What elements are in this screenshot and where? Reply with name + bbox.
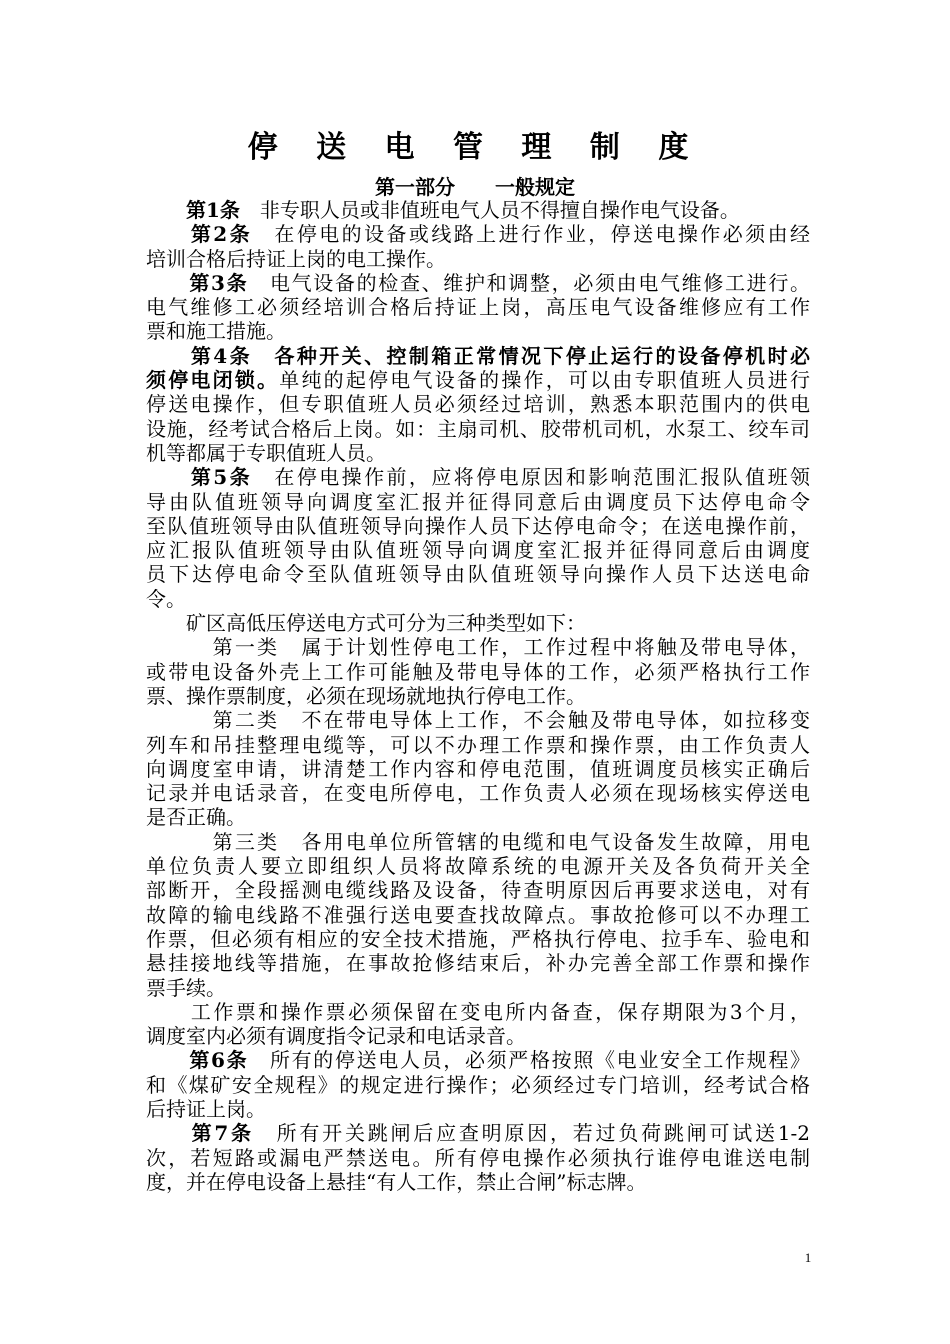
text-line — [146, 1073, 810, 1097]
line-text: 记录并电话录音，在变电所停电，工作负责人必须在现场核实停送电 — [146, 781, 810, 806]
text-line — [146, 611, 810, 635]
line-text: 停送电操作，但专职值班人员必须经过培训，熟悉本职范围内的供电 — [146, 392, 810, 417]
text-line — [146, 295, 810, 319]
text-line — [146, 1146, 810, 1170]
text-line — [146, 344, 810, 368]
line-text: 部断开，全段摇测电缆线路及设备，待查明原因后再要求送电，对有 — [146, 878, 810, 903]
document-body — [146, 198, 810, 1194]
text-line — [146, 951, 810, 975]
line-text: 单位负责人要立即组织人员将故障系统的电源开关及各负荷开关全 — [146, 854, 810, 879]
line-text: 列车和吊挂整理电缆等，可以不办理工作票和操作票，由工作负责人 — [146, 732, 810, 757]
line-text: 工作票和操作票必须保留在变电所内备查，保存期限为3个月， — [146, 999, 810, 1024]
text-line — [146, 733, 810, 757]
line-text: 令。 — [146, 586, 186, 611]
indent — [146, 1048, 189, 1072]
line-text: 向调度室申请，讲清楚工作内容和停电范围，值班调度员核实正确后 — [146, 756, 810, 781]
text-line — [146, 1024, 810, 1048]
text-line — [146, 271, 810, 295]
line-text: 矿区高低压停送电方式可分为三种类型如下： — [146, 611, 586, 636]
line-text: 所有开关跳闸后应查明原因，若过负荷跳闸可试送1-2 — [253, 1121, 810, 1146]
text-line — [146, 1048, 810, 1072]
indent — [146, 465, 191, 489]
line-text: 培训合格后持证上岗的电工操作。 — [146, 246, 446, 271]
text-line — [146, 927, 810, 951]
indent — [146, 344, 191, 368]
article-number: 第3条 — [189, 270, 249, 295]
line-text: 在停电的设备或线路上进行作业，停送电操作必须由经 — [252, 222, 811, 247]
text-line — [146, 562, 810, 586]
line-text: 故障的输电线路不准强行送电要查找故障点。事故抢修可以不办理工 — [146, 902, 810, 927]
text-line — [146, 684, 810, 708]
line-text: 票和施工措施。 — [146, 319, 286, 344]
line-text: 电气维修工必须经培训合格后持证上岗，高压电气设备维修应有工作 — [146, 295, 810, 320]
text-line — [146, 392, 810, 416]
text-line — [146, 538, 810, 562]
line-text: 是否正确。 — [146, 805, 246, 830]
article-number: 第1条 — [186, 198, 240, 222]
text-line — [146, 1170, 810, 1194]
line-text: 所有的停送电人员，必须严格按照《电业安全工作规程》 — [248, 1048, 811, 1073]
text-line — [146, 198, 810, 222]
indent — [146, 271, 189, 295]
line-text: 悬挂接地线等措施，在事故抢修结束后，补办完善全部工作票和操作 — [146, 951, 810, 976]
line-text: 和《煤矿安全规程》的规定进行操作；必须经过专门培训，经考试合格 — [146, 1072, 810, 1097]
text-line — [146, 319, 810, 343]
text-line — [146, 878, 810, 902]
line-text: 次，若短路或漏电严禁送电。所有停电操作必须执行谁停电谁送电制 — [146, 1145, 810, 1170]
indent — [146, 198, 186, 222]
text-line — [146, 465, 810, 489]
line-text: 机等都属于专职值班人员。 — [146, 440, 386, 465]
article-number: 第4条 各种开关、控制箱正常情况下停止运行的设备停机时必 — [190, 343, 811, 368]
text-line — [146, 417, 810, 441]
article-number: 第7条 — [191, 1121, 254, 1146]
text-line — [146, 903, 810, 927]
line-text: 应汇报队值班领导由队值班领导向调度室汇报并征得同意后由调度 — [146, 538, 810, 563]
line-text: 电气设备的检查、维护和调整，必须由电气维修工进行。 — [248, 270, 811, 295]
line-text: 非专职人员或非值班电气人员不得擅自操作电气设备。 — [239, 198, 740, 222]
article-number: 须停电闭锁。 — [146, 368, 280, 393]
page-title: 停 送 电 管 理 制 度 — [247, 130, 703, 165]
line-text: 单纯的起停电气设备的操作，可以由专职值班人员进行 — [279, 368, 811, 393]
text-line — [146, 805, 810, 829]
section-heading: 第一部分 一般规定 — [375, 175, 575, 199]
line-text: 第一类 属于计划性停电工作，工作过程中将触及带电导体， — [146, 635, 810, 660]
text-line — [146, 247, 810, 271]
indent — [146, 1121, 192, 1145]
line-text: 后持证上岗。 — [146, 1096, 266, 1121]
text-line — [146, 587, 810, 611]
text-line — [146, 781, 810, 805]
line-text: 票、操作票制度，必须在现场就地执行停电工作。 — [146, 683, 586, 708]
line-text: 第二类 不在带电导体上工作，不会触及带电导体，如拉移变 — [146, 708, 810, 733]
article-number: 第2条 — [190, 222, 253, 247]
line-text: 员下达停电命令至队值班领导由队值班领导向操作人员下达送电命 — [146, 562, 810, 587]
indent — [146, 222, 191, 246]
text-line — [146, 1000, 810, 1024]
line-text: 或带电设备外壳上工作可能触及带电导体的工作，必须严格执行工作 — [146, 659, 810, 684]
line-text: 在停电操作前，应将停电原因和影响范围汇报队值班领 — [252, 465, 811, 490]
article-number: 第6条 — [189, 1048, 249, 1073]
text-line — [146, 660, 810, 684]
article-number: 第5条 — [190, 465, 253, 490]
text-line — [146, 1121, 810, 1145]
text-line — [146, 490, 810, 514]
line-text: 设施，经考试合格后上岗。如：主扇司机、胶带机司机，水泵工、绞车司 — [146, 416, 810, 441]
line-text: 至队值班领导由队值班领导向操作人员下达停电命令；在送电操作前， — [146, 513, 810, 538]
text-line — [146, 635, 810, 659]
line-text: 调度室内必须有调度指令记录和电话录音。 — [146, 1024, 526, 1049]
text-line — [146, 1097, 810, 1121]
text-line — [146, 222, 810, 246]
text-line — [146, 368, 810, 392]
text-line — [146, 757, 810, 781]
line-text: 第三类 各用电单位所管辖的电缆和电气设备发生故障，用电 — [146, 829, 810, 854]
text-line — [146, 441, 810, 465]
line-text: 度，并在停电设备上悬挂“有人工作，禁止合闸”标志牌。 — [146, 1169, 647, 1194]
text-line — [146, 708, 810, 732]
text-line — [146, 514, 810, 538]
line-text: 导由队值班领导向调度室汇报并征得同意后由调度员下达停电命令 — [146, 489, 810, 514]
text-line — [146, 830, 810, 854]
line-text: 票手续。 — [146, 975, 226, 1000]
page-number: 1 — [804, 1250, 812, 1265]
text-line — [146, 976, 810, 1000]
line-text: 作票，但必须有相应的安全技术措施，严格执行停电、拉手车、验电和 — [146, 926, 810, 951]
text-line — [146, 854, 810, 878]
